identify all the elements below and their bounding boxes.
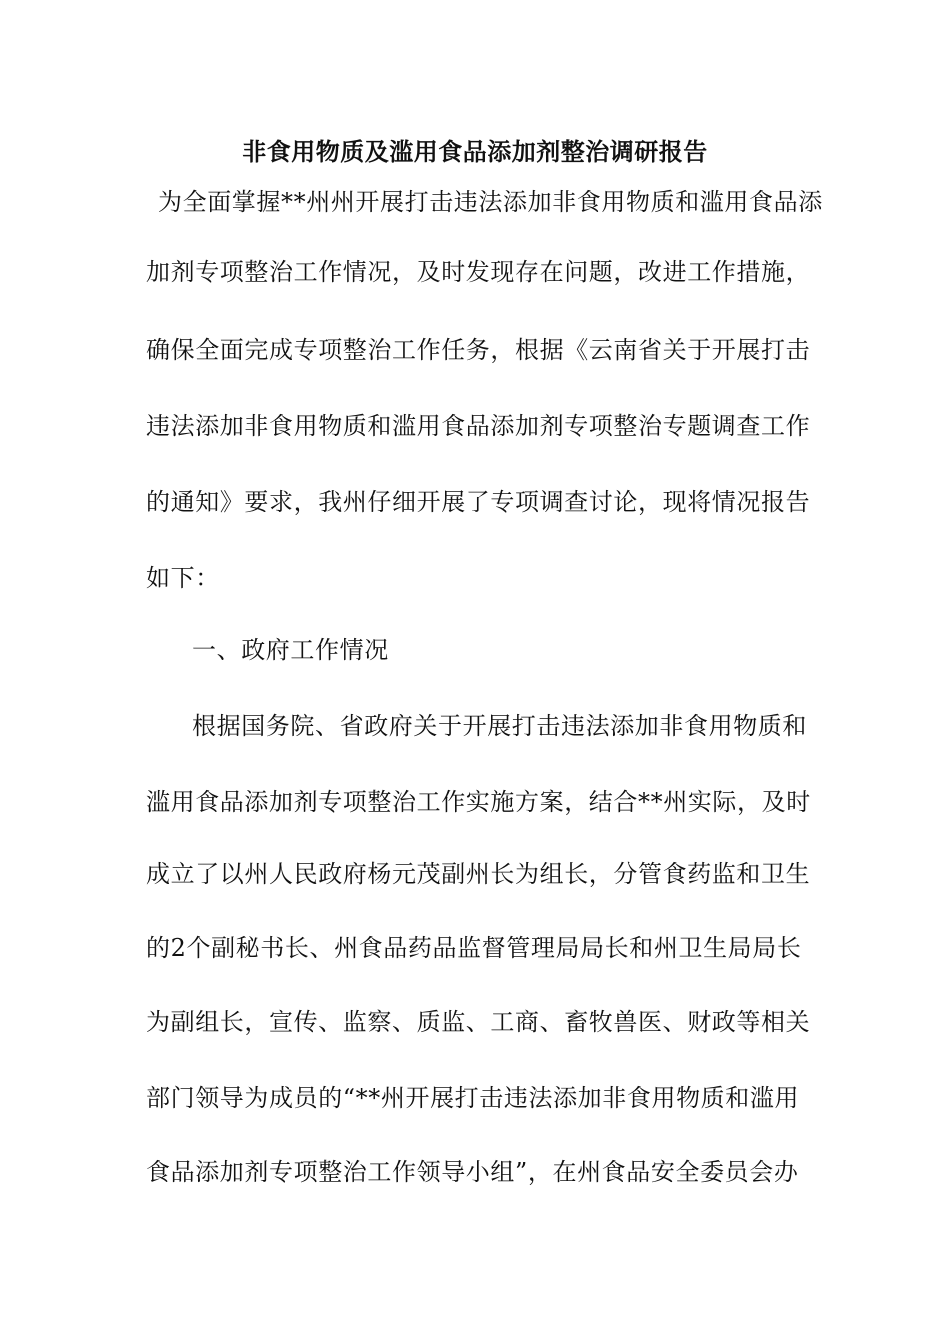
paragraph-line: 根据国务院、省政府关于开展打击违法添加非食用物质和 (192, 712, 807, 740)
paragraph-line: 确保全面完成专项整治工作任务，根据《云南省关于开展打击 (146, 336, 811, 364)
paragraph-line: 的2个副秘书长、州食品药品监督管理局局长和州卫生局局长 (146, 934, 802, 962)
paragraph-line: 违法添加非食用物质和滥用食品添加剂专项整治专题调查工作 (146, 412, 811, 440)
paragraph-line: 部门领导为成员的“**州开展打击违法添加非食用物质和滥用 (146, 1084, 800, 1112)
paragraph-line: 滥用食品添加剂专项整治工作实施方案，结合**州实际，及时 (146, 788, 811, 816)
paragraph-line: 食品添加剂专项整治工作领导小组”，在州食品安全委员会办 (146, 1158, 799, 1186)
paragraph-line: 为副组长，宣传、监察、质监、工商、畜牧兽医、财政等相关 (146, 1008, 811, 1036)
paragraph-line: 的通知》要求，我州仔细开展了专项调查讨论，现将情况报告 (146, 488, 811, 516)
paragraph-line: 如下： (146, 564, 220, 592)
paragraph-line: 加剂专项整治工作情况，及时发现存在问题，改进工作措施， (146, 258, 811, 286)
paragraph-line: 成立了以州人民政府杨元茂副州长为组长，分管食药监和卫生 (146, 860, 811, 888)
section-heading: 一、政府工作情况 (192, 636, 389, 664)
document-title: 非食用物质及滥用食品添加剂整治调研报告 (242, 137, 708, 166)
paragraph-line: 为全面掌握**州州开展打击违法添加非食用物质和滥用食品添 (158, 188, 823, 216)
